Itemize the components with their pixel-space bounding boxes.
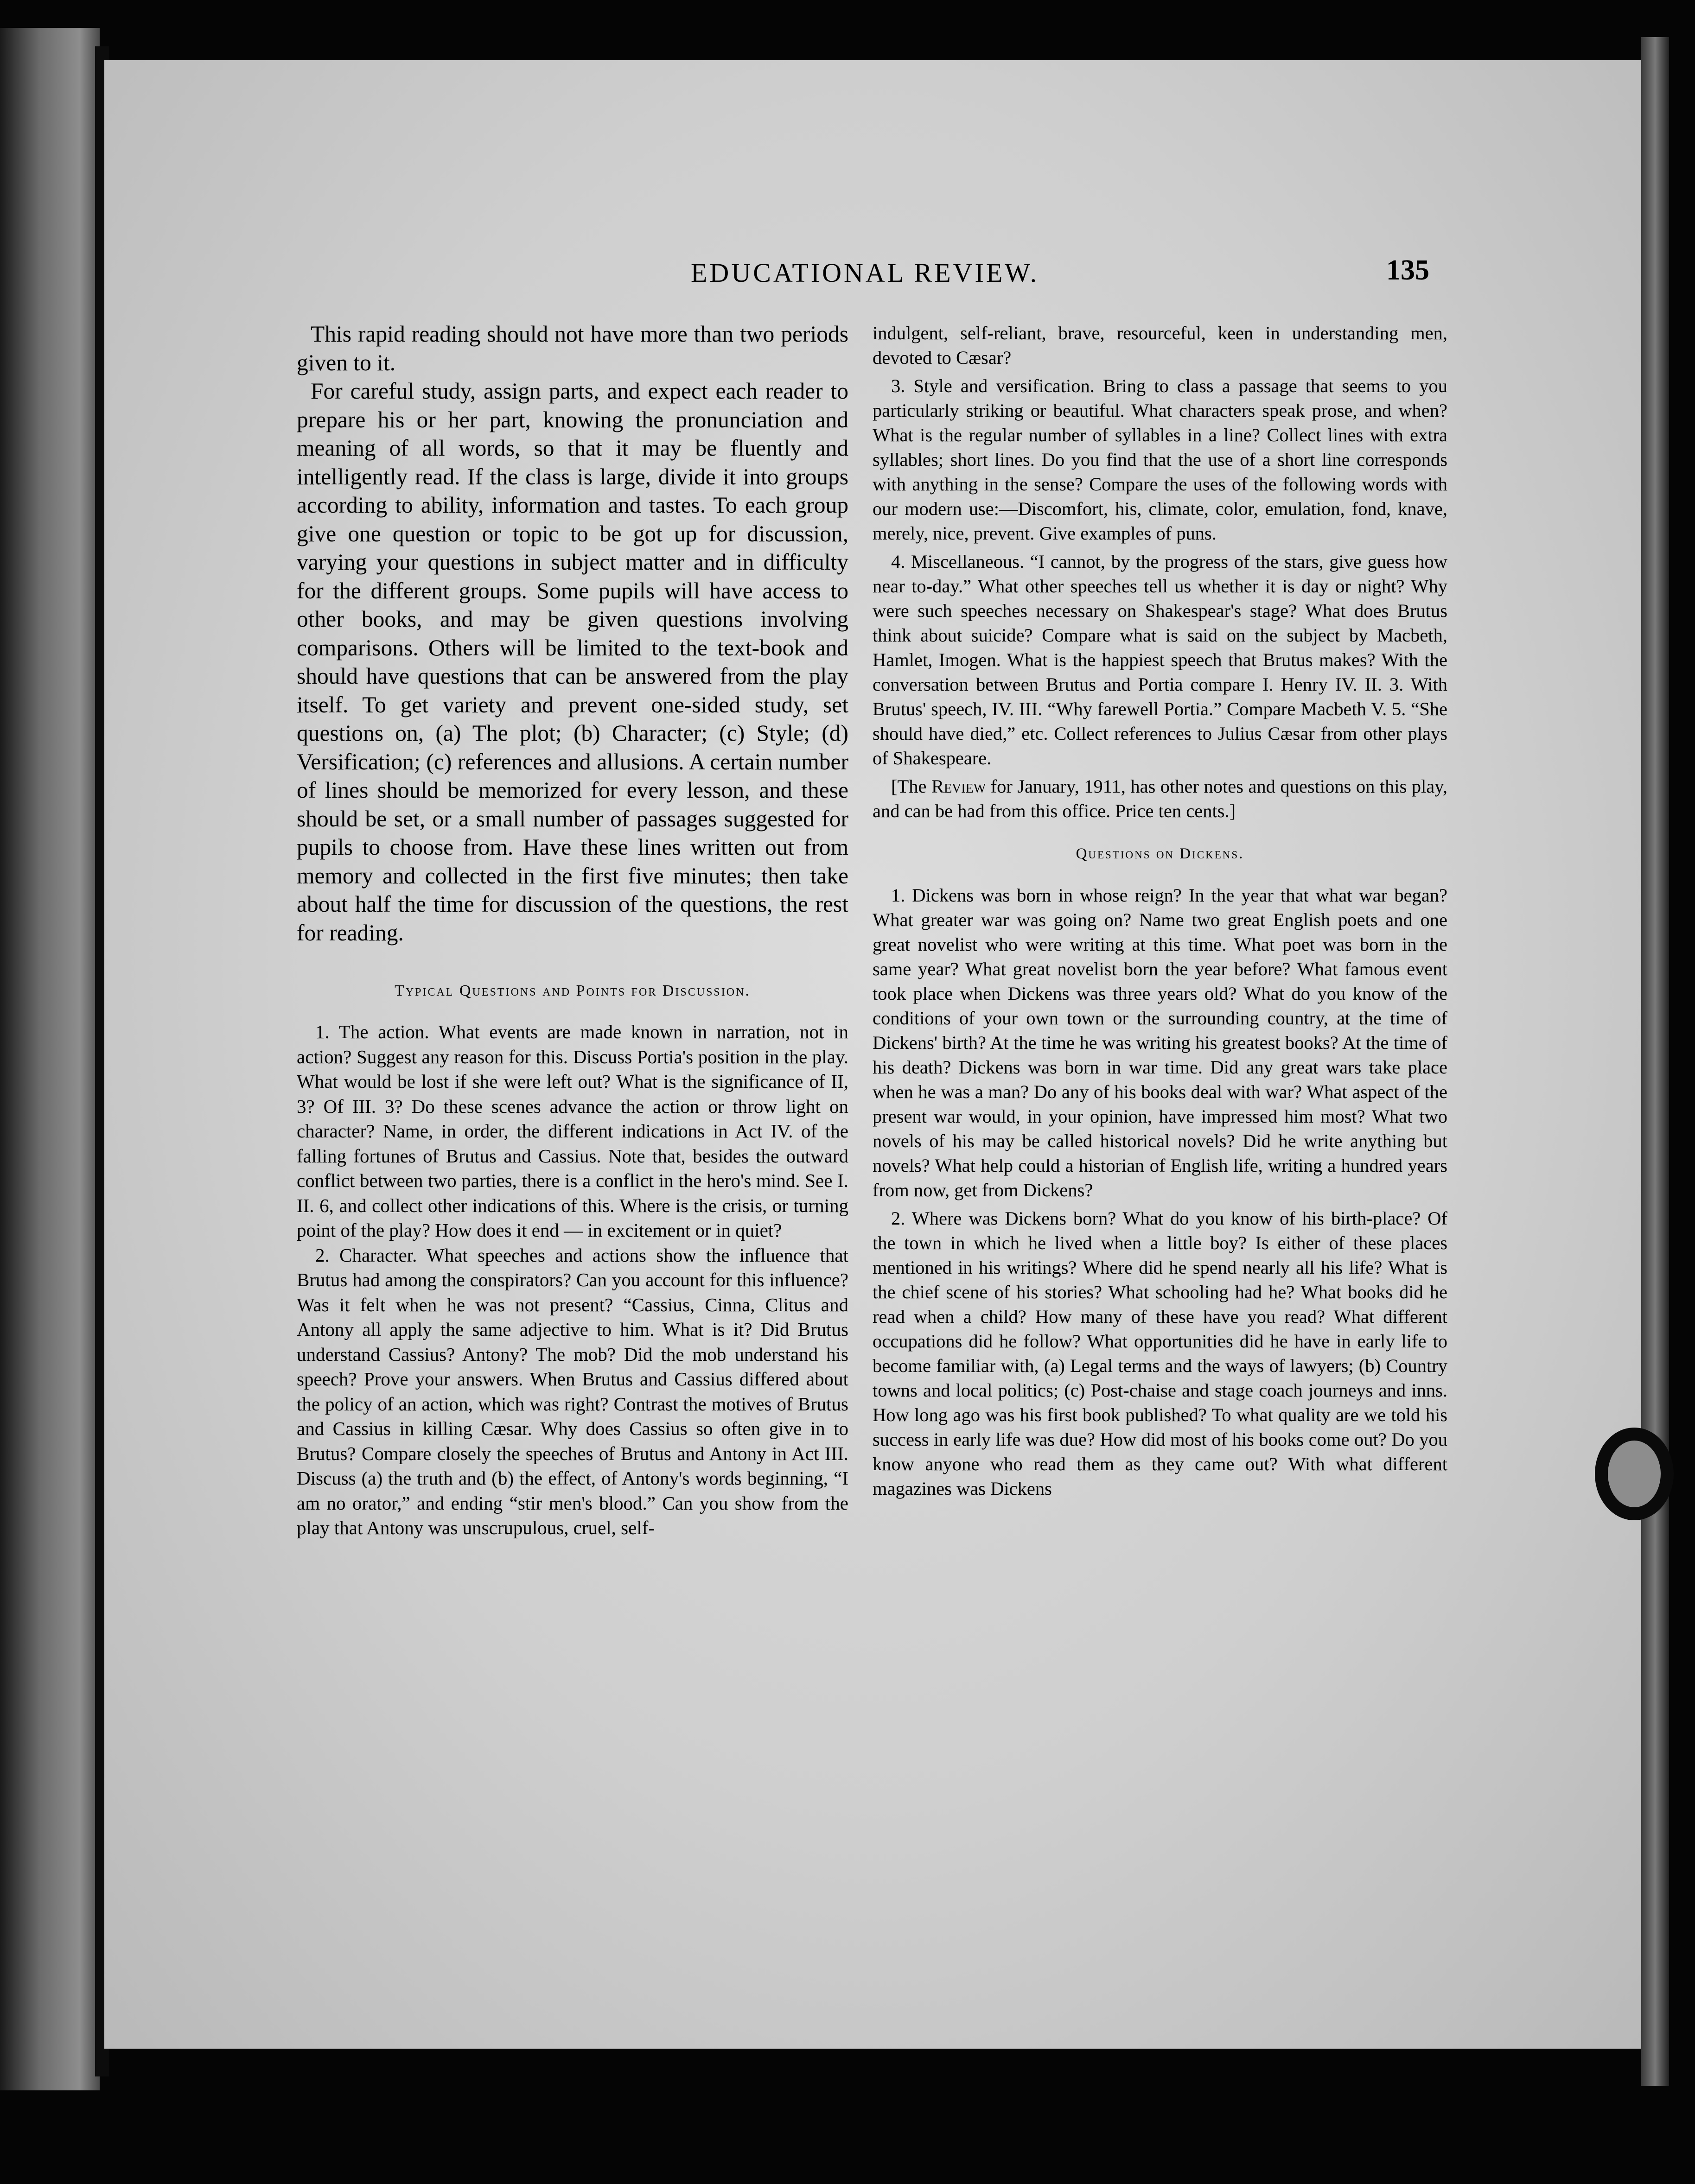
- page-stack-edge: [1641, 37, 1669, 2086]
- question-item: 4. Miscellaneous. “I cannot, by the progress of the stars, give guess how near to-day.” What other speeches tell us whether it is day or night? Why were such speeches necessary on Shakespear's stage? What does Brutus think about suicide? Compare what is said on the subject by Macbeth, Hamlet, Imogen. What is the happiest speech that Brutus makes? With the conversation between Brutus and Portia compare I. Henry IV. II. 3. With Brutus' speech, IV. III. “Why farewell Portia.” Compare Macbeth V. 5. “She should have died,” etc. Collect references to Julius Cæsar from other plays of Shakespeare.: [873, 551, 1447, 768]
- facing-page-edge: [0, 28, 100, 2090]
- note-prefix: [The: [891, 776, 927, 797]
- continued-text: indulgent, self-reliant, brave, resourceful, keen in understanding men, devoted to Cæsar?: [873, 323, 1447, 368]
- left-column: [297, 320, 848, 1541]
- editorial-note: [873, 774, 1447, 823]
- running-header: EDUCATIONAL REVIEW.: [691, 258, 1039, 288]
- question-item: 2. Where was Dickens born? What do you know of his birth-place? Of the town in which he lived when a little boy? Is either of these places mentioned in his writings? Where did he spend nearly all his life? What is the chief scene of his stories? What schooling had he? What books did he read when a child? How many of these have you read? What different occupations did he follow? What opportunities did he have in early life to become familiar with, (a) Legal terms and the ways of lawyers; (b) Country towns and local politics; (c) Post-chaise and stage coach journeys and inns. How long ago was his first book published? To what quality are we told his success in early life was due? How did most of his books come out? Do you know anyone who read them as they came out? With what different magazines was Dickens: [873, 1208, 1447, 1499]
- question-item: 3. Style and versification. Bring to class a passage that seems to you particularly striking or beautiful. What characters speak prose, and when? What is the regular number of syllables in a line? Collect lines with extra syllables; short lines. Do you find that the use of a short line corresponds with anything in the sense? Compare the uses of the following words with our modern use:—Discomfort, his, climate, color, emulation, fond, knave, merely, nice, prevent. Give examples of puns.: [873, 375, 1447, 544]
- section-heading: Questions on Dickens.: [1076, 845, 1244, 862]
- paragraph: For careful study, assign parts, and expect each reader to prepare his or her part, knowing the pronunciation and meaning of all words, so that it may be fluently and intelligently read. If the class is large, divide it into groups according to ability, information and tastes. To each group give one question or topic to be got up for discussion, varying your questions in subject matter and in difficulty for the different groups. Some pupils will have access to other books, and may be given questions involving comparisons. Others will be limited to the text-book and should have questions that can be answered from the play itself. To get variety and prevent one-sided study, set questions on, (a) The plot; (b) Character; (c) Style; (d) Versification; (c) references and allusions. A certain number of lines should be memorized for every lesson, and these should be set, or a small number of passages suggested for pupils to choose from. Have these lines written out from memory and collected in the first five minutes; then take about half the time for discussion of the questions, the rest for reading.: [297, 378, 848, 946]
- paragraph: This rapid reading should not have more than two periods given to it.: [297, 321, 848, 375]
- page-number: 135: [1386, 254, 1429, 286]
- binder-clip: [1595, 1428, 1674, 1520]
- question-list: [297, 1020, 848, 1541]
- right-column: [873, 321, 1447, 1505]
- question-item: 1. Dickens was born in whose reign? In the year that what war began? What greater war was going on? Name two great English poets and one great novelist who were writing at this time. What poet was born in the same year? What great novelist born the year before? What famous event took place when Dickens was three years old? What do you know of the conditions of your own town or the surrounding country, at the time of Dickens' birth? At the time he was writing his greatest books? At the time of his death? Dickens was born in war time. Did any great wars take place when he was a man? Do any of his books deal with war? What aspect of the present war would, in your opinion, have impressed him most? What two novels of his may be called historical novels? Did he write anything but novels? What help could a historian of English life, writing a hundred years from now, get from Dickens?: [873, 885, 1447, 1200]
- question-item: 2. Character. What speeches and actions show the influence that Brutus had among the conspirators? Can you account for this influence? Was it felt when he was not present? “Cassius, Cinna, Clitus and Antony all apply the same adjective to him. What is it? Did Brutus understand Cassius? Antony? The mob? Did the mob understand his speech? Prove your answers. When Brutus and Cassius differed about the policy of an action, which was right? Contrast the motives of Brutus and Cassius in killing Cæsar. Why does Cassius so often give in to Brutus? Compare closely the speeches of Brutus and Antony in Act III. Discuss (a) the truth and (b) the effect, of Antony's words beginning, “I am no orator,” and ending “stir men's blood.” Can you show from the play that Antony was unscrupulous, cruel, self-: [297, 1244, 848, 1538]
- section-heading: Typical Questions and Points for Discussion.: [395, 982, 751, 999]
- note-review: Review: [931, 776, 986, 797]
- question-item: 1. The action. What events are made known in narration, not in action? Suggest any reason for this. Discuss Portia's position in the play. What would be lost if she were left out? What is the significance of II, 3? Of III. 3? Do these scenes advance the action or throw light on character? Name, in order, the different indications in Act IV. of the falling fortunes of Brutus and Cassius. Note that, besides the outward conflict between two parties, there is a conflict in the hero's mind. See I. II. 6, and collect other indications of this. Where is the crisis, or turning point of the play? How does it end — in excitement or in quiet?: [297, 1021, 848, 1241]
- note-text: for January, 1911, has other notes and questions on this play, and can be had from this office. Price ten cents.]: [873, 776, 1448, 821]
